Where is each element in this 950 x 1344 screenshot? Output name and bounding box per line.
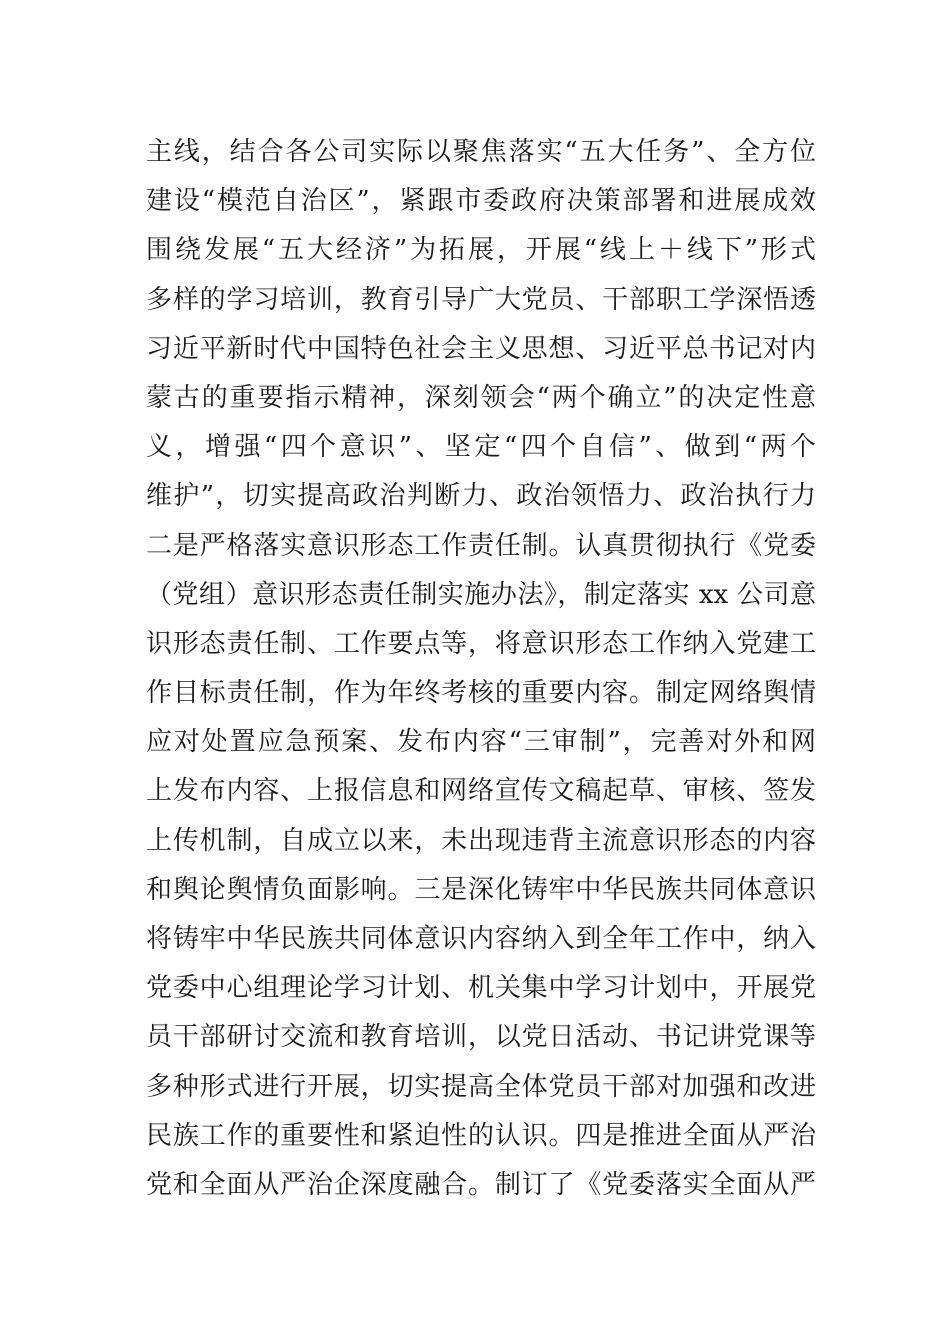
text-line: 习近平新时代中国特色社会主义思想、习近平总书记对内 bbox=[146, 333, 816, 364]
text-line: 党和全面从严治企深度融合。制订了《党委落实全面从严 bbox=[146, 1169, 816, 1200]
text-line: 义，增强“四个意识”、坚定“四个自信”、做到“两个 bbox=[146, 432, 816, 463]
document-body bbox=[146, 128, 816, 1210]
text-line: 上传机制，自成立以来，未出现违背主流意识形态的内容 bbox=[146, 825, 816, 856]
text-line: 多种形式进行开展，切实提高全体党员干部对加强和改进 bbox=[146, 1071, 816, 1102]
text-line: 围绕发展“五大经济”为拓展，开展“线上＋线下”形式 bbox=[146, 235, 816, 266]
text-line: 二是严格落实意识形态工作责任制。认真贯彻执行《党委 bbox=[146, 530, 816, 561]
text-line: 建设“模范自治区”，紧跟市委政府决策部署和进展成效 bbox=[146, 186, 816, 217]
text-line: 将铸牢中华民族共同体意识内容纳入到全年工作中，纳入 bbox=[146, 924, 816, 954]
text-line: 应对处置应急预案、发布内容“三审制”，完善对外和网 bbox=[146, 727, 816, 758]
text-line: 多样的学习培训，教育引导广大党员、干部职工学深悟透 bbox=[146, 284, 816, 315]
text-line: 蒙古的重要指示精神，深刻领会“两个确立”的决定性意 bbox=[146, 382, 816, 413]
text-line: 和舆论舆情负面影响。三是深化铸牢中华民族共同体意识 bbox=[146, 874, 816, 905]
text-line: 维护”，切实提高政治判断力、政治领悟力、政治执行力 bbox=[146, 481, 816, 512]
text-line: 民族工作的重要性和紧迫性的认识。四是推进全面从严治 bbox=[146, 1120, 816, 1151]
text-line: 员干部研讨交流和教育培训，以党日活动、书记讲党课等 bbox=[146, 1022, 816, 1053]
text-line: 主线，结合各公司实际以聚焦落实“五大任务”、全方位 bbox=[146, 137, 816, 167]
text-line: 党委中心组理论学习计划、机关集中学习计划中，开展党 bbox=[146, 973, 816, 1004]
text-line: 识形态责任制、工作要点等，将意识形态工作纳入党建工 bbox=[146, 628, 816, 659]
text-line: （党组）意识形态责任制实施办法》，制定落实 xx 公司意 bbox=[146, 579, 816, 610]
text-line: 上发布内容、上报信息和网络宣传文稿起草、审核、签发 bbox=[146, 776, 816, 807]
text-line: 作目标责任制，作为年终考核的重要内容。制定网络舆情 bbox=[146, 678, 816, 709]
